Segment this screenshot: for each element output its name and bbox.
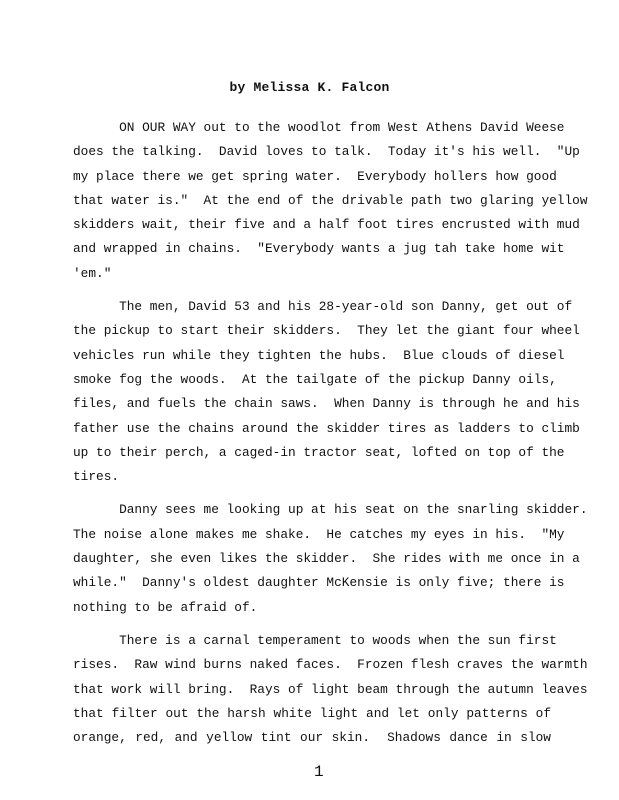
text-line: files, and fuels the chain saws. When Danny is through he and his xyxy=(73,396,580,412)
author-byline: by Melissa K. Falcon xyxy=(229,80,390,95)
text-line: that filter out the harsh white light and let only patterns of xyxy=(73,705,551,721)
text-line: 'em." xyxy=(73,265,112,281)
text-line: that water is." At the end of the drivable path two glaring yellow xyxy=(73,192,588,208)
article-body xyxy=(73,116,588,750)
text-line: ON OUR WAY out to the woodlot from West Athens David Weese xyxy=(73,120,565,135)
paragraph xyxy=(73,498,588,619)
text-line: tires. xyxy=(73,469,120,485)
text-line: and wrapped in chains. "Everybody wants a jug tah take home wit xyxy=(73,241,565,257)
text-line: There is a carnal temperament to woods when the sun first xyxy=(73,632,557,648)
text-line: while." Danny's oldest daughter McKensie is only five; there is xyxy=(73,575,565,591)
text-line: nothing to be afraid of. xyxy=(73,599,258,615)
page-number: 1 xyxy=(314,763,324,781)
text-line: The noise alone makes me shake. He catches my eyes in his. "My xyxy=(73,526,565,542)
paragraph xyxy=(73,295,580,489)
text-line: rises. Raw wind burns naked faces. Frozen flesh craves the warmth xyxy=(73,657,588,673)
paragraph xyxy=(73,116,588,286)
text-line: daughter, she even likes the skidder. She rides with me once in a xyxy=(73,551,580,567)
text-line: vehicles run while they tighten the hubs. Blue clouds of diesel xyxy=(73,347,565,363)
text-line: skidders wait, their five and a half foot tires encrusted with mud xyxy=(73,217,580,233)
text-line: that work will bring. Rays of light beam through the autumn leaves xyxy=(73,681,588,697)
text-line: my place there we get spring water. Everybody hollers how good xyxy=(73,168,557,184)
text-line: The men, David 53 and his 28-year-old son Danny, get out of xyxy=(73,299,573,315)
paragraph xyxy=(73,629,588,750)
text-line: father use the chains around the skidder tires as ladders to climb xyxy=(73,420,580,436)
text-line: smoke fog the woods. At the tailgate of the pickup Danny oils, xyxy=(73,371,557,387)
text-line: does the talking. David loves to talk. Today it's his well. "Up xyxy=(73,144,580,160)
text-line: orange, red, and yellow tint our skin. Shadows dance in slow xyxy=(73,730,551,746)
text-line: Danny sees me looking up at his seat on the snarling skidder. xyxy=(73,502,588,518)
text-line: up to their perch, a caged-in tractor seat, lofted on top of the xyxy=(73,444,565,460)
text-line: the pickup to start their skidders. They let the giant four wheel xyxy=(73,323,580,339)
